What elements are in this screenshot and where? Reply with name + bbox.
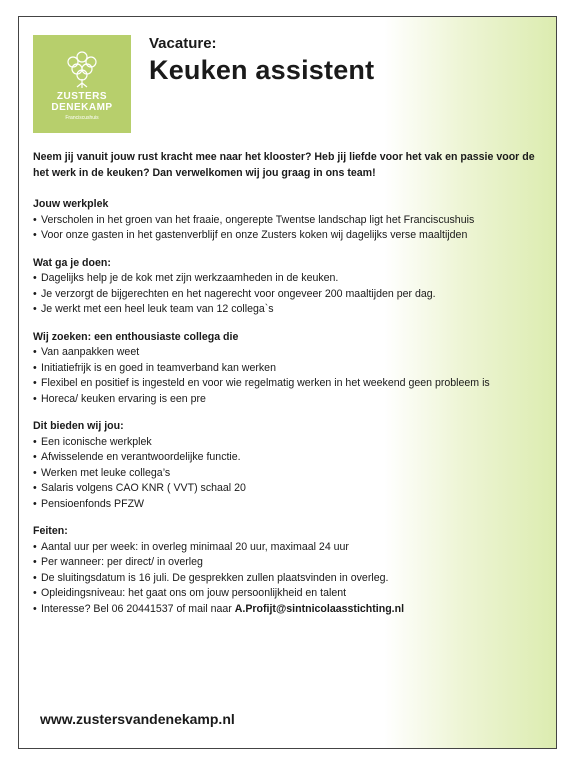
list-item: • Afwisselende en verantwoordelijke functie. bbox=[33, 450, 551, 466]
section-heading: Jouw werkplek bbox=[33, 198, 109, 210]
list-item: • Horeca/ keuken ervaring is een pre bbox=[33, 392, 551, 408]
intro-text: Neem jij vanuit jouw rust kracht mee naar het klooster? Heb jij liefde voor het vak en passie voor de het werk in de keuken? Dan verwelkomen wij jou graag in ons team! bbox=[33, 151, 535, 179]
list-item: • Per wanneer: per direct/ in overleg bbox=[33, 555, 551, 571]
contact-item bbox=[33, 602, 551, 618]
page-title: Keuken assistent bbox=[149, 55, 375, 85]
zusters-denekamp-logo bbox=[33, 35, 131, 133]
section-aanbod bbox=[33, 419, 551, 512]
list-item: • Pensioenfonds PFZW bbox=[33, 497, 551, 513]
list-item: • Je verzorgt de bijgerechten en het nagerecht voor ongeveer 200 maaltijden per dag. bbox=[33, 287, 551, 303]
list-item: • Werken met leuke collega’s bbox=[33, 466, 551, 482]
vacancy-kicker: Vacature: bbox=[149, 35, 217, 52]
list-item: • Verscholen in het groen van het fraaie, ongerepte Twentse landschap ligt het Franciscushuis bbox=[33, 213, 551, 229]
list-item: • Salaris volgens CAO KNR ( VVT) schaal 20 bbox=[33, 481, 551, 497]
section-heading: Wij zoeken: een enthousiaste collega die bbox=[33, 330, 239, 343]
list-item: • Een iconische werkplek bbox=[33, 435, 551, 451]
list-item: • Van aanpakken weet bbox=[33, 345, 551, 361]
website-link[interactable]: www.zustersvandenekamp.nl bbox=[40, 711, 235, 727]
list-item: • Voor onze gasten in het gastenverblijf en onze Zusters koken wij dagelijks verse maaltijden bbox=[33, 228, 551, 244]
section-taken bbox=[33, 256, 551, 318]
section-heading: Wat ga je doen: bbox=[33, 256, 111, 269]
contact-text: Interesse? Bel 06 20441537 of mail naar bbox=[41, 602, 235, 615]
contact-email-link[interactable]: A.Profijt@sintnicolaasstichting.nl bbox=[234, 602, 405, 615]
section-heading: Feiten: bbox=[33, 525, 68, 537]
list-item: • De sluitingsdatum is 16 juli. De gesprekken zullen plaatsvinden in overleg. bbox=[33, 571, 551, 587]
section-heading: Dit bieden wij jou: bbox=[33, 420, 124, 432]
list-item: • Dagelijks help je de kok met zijn werkzaamheden in de keuken. bbox=[33, 271, 551, 287]
logo-text-line1: ZUSTERS bbox=[56, 91, 108, 102]
list-item: • Initiatiefrijk is en goed in teamverband kan werken bbox=[33, 361, 551, 377]
logo-text-line2: DENEKAMP bbox=[51, 102, 113, 113]
list-item: • Opleidingsniveau: het gaat ons om jouw persoonlijkheid en talent bbox=[33, 586, 551, 602]
section-feiten bbox=[33, 524, 551, 617]
vacancy-content bbox=[33, 150, 551, 629]
list-item: • Aantal uur per week: in overleg minimaal 20 uur, maximaal 24 uur bbox=[33, 540, 551, 556]
section-werkplek bbox=[33, 197, 551, 244]
section-wij-zoeken bbox=[33, 330, 551, 408]
vacancy-flyer bbox=[18, 16, 557, 749]
list-item: • Flexibel en positief is ingesteld en voor wie regelmatig werken in het weekend geen probleem is bbox=[33, 376, 551, 392]
tree-of-life-icon bbox=[61, 49, 103, 89]
logo-text-line3: Franciscushuis bbox=[65, 115, 99, 121]
list-item: • Je werkt met een heel leuk team van 12 collega`s bbox=[33, 302, 551, 318]
